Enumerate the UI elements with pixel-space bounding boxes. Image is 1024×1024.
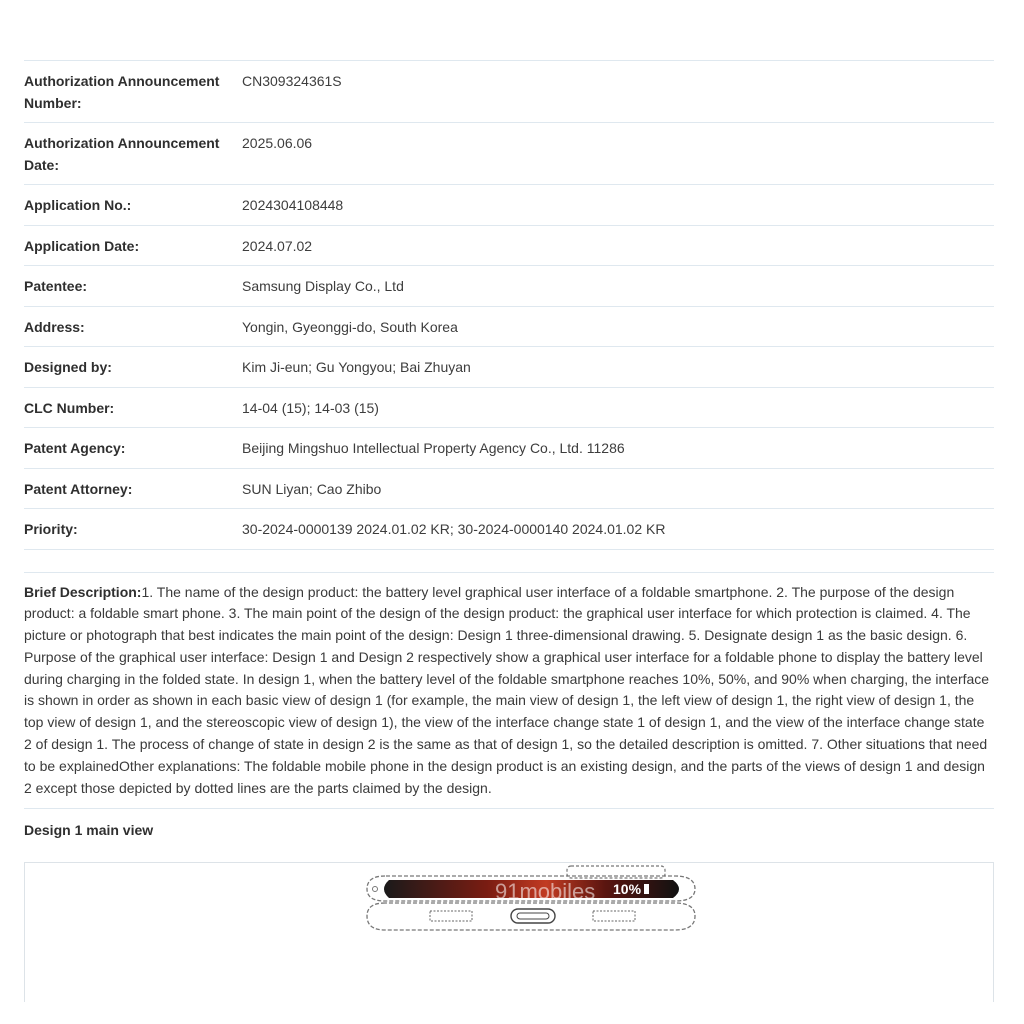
field-value: 14-04 (15); 14-03 (15) [242, 399, 379, 416]
field-label: Priority: [24, 521, 78, 537]
field-value: SUN Liyan; Cao Zhibo [242, 480, 382, 497]
field-value: 2024.07.02 [242, 237, 313, 254]
field-row-priority [24, 509, 994, 550]
watermark-text: 91mobiles [495, 879, 596, 904]
patent-record [24, 60, 994, 841]
field-row-application-no [24, 185, 994, 226]
usb-port-inner [517, 913, 549, 919]
phone-lower-outline [367, 903, 695, 930]
speaker-grille-left [430, 911, 472, 921]
field-value: 2025.06.06 [242, 135, 313, 151]
brief-description-text: 1. The name of the design product: the battery level graphical user interface of a foldable smartphone. 2. The purpose of the design product: a foldable smart phone. 3. The main point of the design of the design product: the graphical user interface for which protection is claimed. 4. The picture or photograph that best indicates the main point of the design: Design 1 three-dimensional drawing. 5. Designate design 1 as the basic design. 6. Purpose of the graphical user interface: Design 1 and Design 2 respectively show a graphical user interface for a foldable phone to display the battery level during charging in the folded state. In design 1, when the battery level of the foldable smartphone reaches 10%, 50%, and 90% when charging, the interface is shown in order as shown in each basic view of design 1 (for example, the main view of design 1, the left view of design 1, the right view of design 1, the top view of design 1, and the stereoscopic view of design 1), the view of the interface change state 1 of design 1, and the view of the interface change state 2 of design 1. The process of change of state in design 2 is the same as that of design 1, so the detailed description is omitted. 7. Other situations that need to be explainedOther explanations: The foldable mobile phone in the design product is an existing design, and the parts of the views of design 1 and design 2 except those depicted by dotted lines are the parts claimed by the design. [24, 583, 990, 796]
field-row-patentee [24, 266, 994, 307]
field-row-patent-agency [24, 428, 994, 469]
field-label: CLC Number: [24, 399, 115, 416]
battery-icon [644, 884, 649, 894]
field-row-announcement-date [24, 123, 994, 185]
view-title: Design 1 main view [24, 822, 154, 839]
field-label: Authorization Announcement Date: [24, 135, 220, 173]
brief-description-label: Brief Description: [24, 583, 142, 600]
camera-icon [373, 887, 378, 892]
patent-info-table [24, 60, 994, 550]
field-label: Application No.: [24, 197, 132, 213]
field-row-announcement-number [24, 61, 994, 123]
field-row-patent-attorney [24, 469, 994, 510]
folded-phone-drawing [345, 863, 705, 943]
design-view-frame [24, 862, 994, 1002]
field-label: Patent Agency: [24, 440, 126, 456]
field-row-clc-number [24, 388, 994, 429]
field-value: 2024304108448 [242, 197, 344, 213]
field-value: Samsung Display Co., Ltd [242, 278, 404, 294]
brief-description [24, 573, 994, 810]
field-row-address [24, 307, 994, 348]
speaker-grille-right [593, 911, 635, 921]
field-label: Address: [24, 318, 85, 335]
field-label: Designed by: [24, 359, 112, 375]
field-value: 30-2024-0000139 2024.01.02 KR; 30-2024-0000140 2024.01.02 KR [242, 521, 666, 537]
field-value: Beijing Mingshuo Intellectual Property Agency Co., Ltd. 11286 [242, 440, 625, 456]
field-label: Patent Attorney: [24, 480, 133, 497]
field-value: Yongin, Gyeonggi-do, South Korea [242, 318, 458, 335]
field-label: Patentee: [24, 278, 88, 294]
field-label: Authorization Announcement Number: [24, 73, 220, 111]
section-divider [24, 550, 994, 573]
battery-percent: 10% [613, 881, 642, 897]
field-value: Kim Ji-eun; Gu Yongyou; Bai Zhuyan [242, 359, 471, 375]
field-value: CN309324361S [242, 73, 342, 89]
usb-port-icon [511, 909, 555, 923]
field-row-designed-by [24, 347, 994, 388]
field-label: Application Date: [24, 237, 140, 254]
field-row-application-date [24, 226, 994, 267]
